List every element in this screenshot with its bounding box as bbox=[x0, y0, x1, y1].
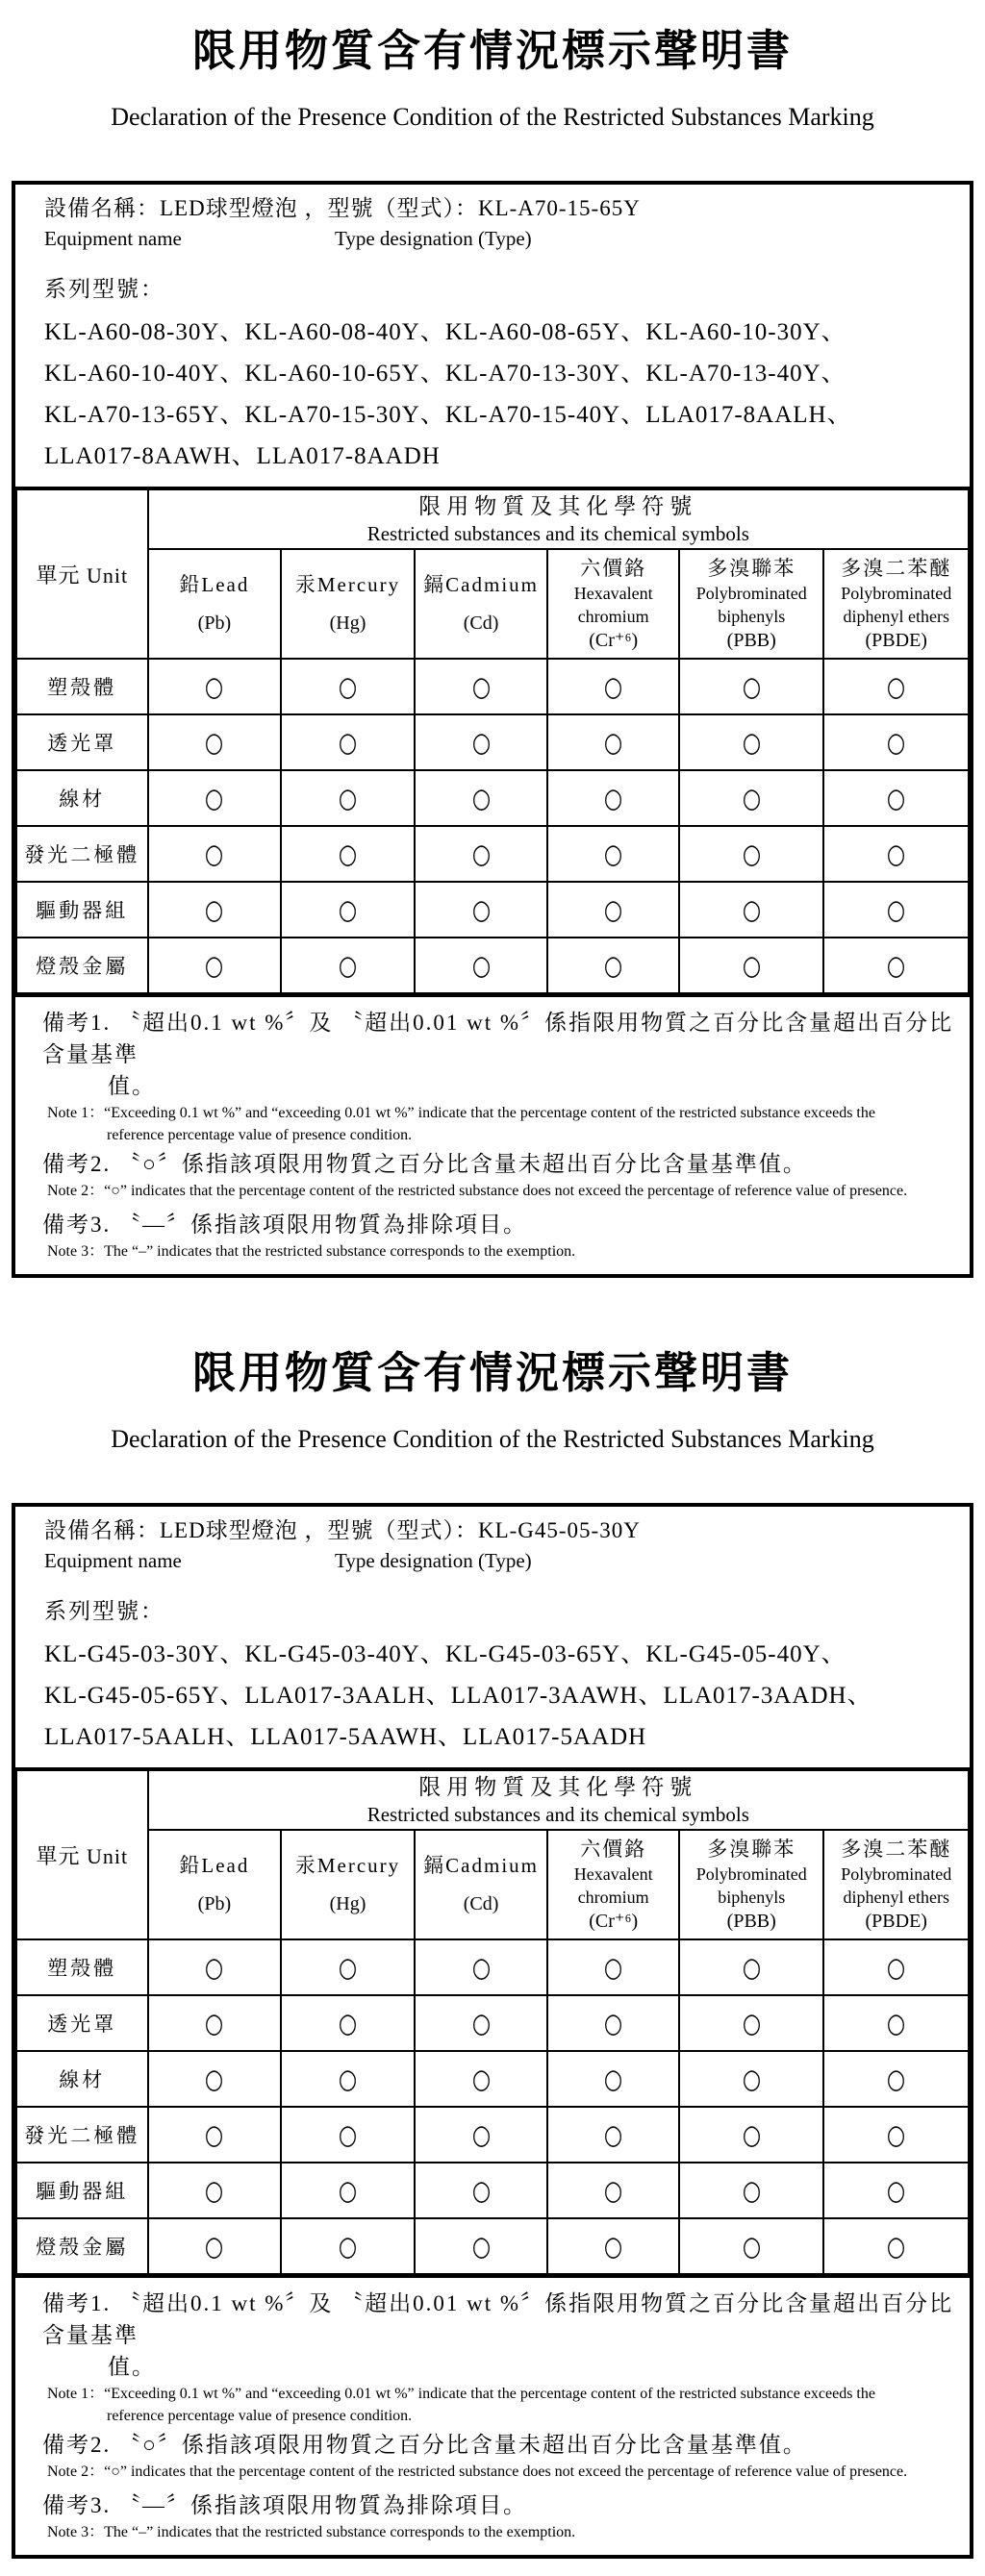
presence-circle-icon: ○ bbox=[471, 892, 491, 926]
note1-zh: 備考1. 〝超出0.1 wt %〞及 〝超出0.01 wt %〞係指限用物質之百分比含量超出百分比含量基準 bbox=[42, 2291, 954, 2347]
presence-circle-icon: ○ bbox=[471, 948, 491, 982]
table-row bbox=[16, 826, 969, 882]
column-header-lead: 鉛Lead (Pb) bbox=[148, 549, 282, 659]
note1-zh: 備考1. 〝超出0.1 wt %〞及 〝超出0.01 wt %〞係指限用物質之百分比含量超出百分比含量基準 bbox=[42, 1011, 954, 1066]
presence-cell bbox=[679, 2107, 823, 2163]
presence-circle-icon: ○ bbox=[205, 781, 224, 814]
unit-label: 驅動器組 bbox=[16, 2163, 148, 2218]
presence-cell bbox=[823, 2051, 969, 2107]
equipment-area bbox=[15, 1507, 970, 1767]
presence-circle-icon: ○ bbox=[471, 1950, 491, 1984]
presence-cell bbox=[547, 770, 679, 826]
column-header-pbde: 多溴二苯醚 Polybrominated diphenyl ethers (PBDE) bbox=[823, 1830, 969, 1939]
note3-zh: 備考3. 〝—〞係指該項限用物質為排除項目。 bbox=[42, 2493, 527, 2517]
presence-circle-icon: ○ bbox=[338, 2117, 358, 2151]
note1-en: Note 1：“Exceeding 0.1 wt %” and “exceeding 0.01 wt %” indicate that the percentage content of the restricted substance exceeds the bbox=[47, 1105, 875, 1121]
presence-cell bbox=[281, 2051, 415, 2107]
presence-circle-icon: ○ bbox=[471, 2062, 491, 2095]
table-row bbox=[16, 2163, 969, 2218]
table-row bbox=[16, 770, 969, 826]
presence-circle-icon: ○ bbox=[604, 837, 623, 870]
presence-circle-icon: ○ bbox=[471, 669, 491, 703]
presence-circle-icon: ○ bbox=[604, 2173, 623, 2207]
table-row bbox=[16, 1995, 969, 2051]
presence-circle-icon: ○ bbox=[742, 837, 761, 870]
presence-cell bbox=[823, 938, 969, 993]
presence-cell bbox=[547, 2163, 679, 2218]
group-header-en: Restricted substances and its chemical symbols bbox=[366, 1802, 749, 1826]
presence-cell bbox=[679, 714, 823, 770]
column-header-mercury: 汞Mercury (Hg) bbox=[281, 1830, 415, 1939]
note1-en-cont: reference percentage value of presence condition. bbox=[107, 1127, 413, 1143]
presence-circle-icon: ○ bbox=[887, 2006, 906, 2039]
notes-area bbox=[15, 2275, 970, 2555]
unit-label: 透光罩 bbox=[16, 1995, 148, 2051]
presence-cell bbox=[547, 938, 679, 993]
note3-zh: 備考3. 〝—〞係指該項限用物質為排除項目。 bbox=[42, 1213, 527, 1237]
presence-circle-icon: ○ bbox=[471, 2173, 491, 2207]
column-header-hexavalent-chromium: 六價鉻 Hexavalent chromium (Cr⁺⁶) bbox=[547, 549, 679, 659]
presence-cell bbox=[679, 1995, 823, 2051]
unit-label: 驅動器組 bbox=[16, 882, 148, 938]
presence-cell bbox=[148, 770, 282, 826]
presence-cell bbox=[281, 659, 415, 714]
group-header-row bbox=[16, 1769, 969, 1830]
presence-cell bbox=[148, 2218, 282, 2274]
presence-circle-icon: ○ bbox=[205, 725, 224, 759]
presence-circle-icon: ○ bbox=[471, 2117, 491, 2151]
note2-zh: 備考2. 〝○〞係指該項限用物質之百分比含量未超出百分比含量基準值。 bbox=[42, 2433, 807, 2457]
presence-cell bbox=[823, 826, 969, 882]
note3-en: Note 3：The “–” indicates that the restricted substance corresponds to the exemption. bbox=[47, 1243, 576, 1260]
presence-cell bbox=[547, 826, 679, 882]
presence-circle-icon: ○ bbox=[604, 892, 623, 926]
presence-circle-icon: ○ bbox=[205, 669, 224, 703]
unit-label: 發光二極體 bbox=[16, 2107, 148, 2163]
presence-cell bbox=[547, 1939, 679, 1995]
presence-cell bbox=[281, 770, 415, 826]
declaration-section-1 bbox=[12, 0, 973, 1278]
table-row bbox=[16, 714, 969, 770]
column-header-mercury: 汞Mercury (Hg) bbox=[281, 549, 415, 659]
presence-circle-icon: ○ bbox=[338, 948, 358, 982]
presence-cell bbox=[415, 2051, 548, 2107]
presence-cell bbox=[281, 1939, 415, 1995]
presence-cell bbox=[415, 2107, 548, 2163]
presence-circle-icon: ○ bbox=[604, 725, 623, 759]
presence-cell bbox=[823, 1939, 969, 1995]
presence-cell bbox=[823, 2163, 969, 2218]
restricted-substances-table bbox=[15, 1767, 970, 2275]
unit-label: 燈殼金屬 bbox=[16, 2218, 148, 2274]
declaration-box bbox=[12, 1503, 973, 2559]
presence-circle-icon: ○ bbox=[338, 2006, 358, 2039]
presence-cell bbox=[679, 938, 823, 993]
presence-circle-icon: ○ bbox=[887, 669, 906, 703]
presence-cell bbox=[547, 714, 679, 770]
presence-circle-icon: ○ bbox=[887, 725, 906, 759]
presence-cell bbox=[281, 2107, 415, 2163]
presence-cell bbox=[148, 659, 282, 714]
presence-circle-icon: ○ bbox=[338, 2062, 358, 2095]
presence-circle-icon: ○ bbox=[742, 2173, 761, 2207]
presence-circle-icon: ○ bbox=[604, 1950, 623, 1984]
presence-circle-icon: ○ bbox=[604, 2006, 623, 2039]
unit-label: 線材 bbox=[16, 770, 148, 826]
presence-cell bbox=[823, 1995, 969, 2051]
presence-cell bbox=[281, 2163, 415, 2218]
presence-cell bbox=[415, 714, 548, 770]
column-header-lead: 鉛Lead (Pb) bbox=[148, 1830, 282, 1939]
notes-area bbox=[15, 994, 970, 1274]
presence-circle-icon: ○ bbox=[887, 2229, 906, 2263]
presence-cell bbox=[281, 2218, 415, 2274]
note2-en: Note 2：“○” indicates that the percentage content of the restricted substance does not exceed the percentage of reference value of presence. bbox=[47, 1183, 908, 1199]
presence-circle-icon: ○ bbox=[742, 669, 761, 703]
presence-cell bbox=[148, 938, 282, 993]
presence-circle-icon: ○ bbox=[604, 669, 623, 703]
presence-circle-icon: ○ bbox=[205, 948, 224, 982]
presence-cell bbox=[148, 2051, 282, 2107]
table-row bbox=[16, 938, 969, 993]
presence-cell bbox=[547, 2218, 679, 2274]
equipment-sublabels bbox=[44, 1547, 954, 1574]
type-designation-label: Type designation (Type) bbox=[335, 227, 532, 250]
presence-cell bbox=[148, 826, 282, 882]
presence-cell bbox=[148, 2107, 282, 2163]
table-row bbox=[16, 882, 969, 938]
declaration-section-2 bbox=[12, 1322, 973, 2559]
unit-label: 透光罩 bbox=[16, 714, 148, 770]
page-title: 限用物質含有情況標示聲明書 bbox=[191, 1349, 793, 1397]
unit-label: 燈殼金屬 bbox=[16, 938, 148, 993]
column-header-pbb: 多溴聯苯 Polybrominated biphenyls (PBB) bbox=[679, 1830, 823, 1939]
presence-cell bbox=[679, 882, 823, 938]
presence-cell bbox=[823, 714, 969, 770]
note2-en: Note 2：“○” indicates that the percentage content of the restricted substance does not exceed the percentage of reference value of presence. bbox=[47, 2463, 908, 2480]
presence-circle-icon: ○ bbox=[887, 837, 906, 870]
presence-cell bbox=[547, 2051, 679, 2107]
presence-circle-icon: ○ bbox=[604, 2062, 623, 2095]
note1-zh-cont: 值。 bbox=[108, 1074, 156, 1098]
presence-cell bbox=[547, 2107, 679, 2163]
presence-cell bbox=[148, 2163, 282, 2218]
presence-circle-icon: ○ bbox=[887, 1950, 906, 1984]
presence-circle-icon: ○ bbox=[205, 1950, 224, 1984]
presence-circle-icon: ○ bbox=[471, 2229, 491, 2263]
note2-zh: 備考2. 〝○〞係指該項限用物質之百分比含量未超出百分比含量基準值。 bbox=[42, 1152, 807, 1176]
presence-cell bbox=[679, 2051, 823, 2107]
presence-cell bbox=[679, 659, 823, 714]
presence-cell bbox=[679, 826, 823, 882]
presence-circle-icon: ○ bbox=[887, 781, 906, 814]
column-header-cadmium: 鎘Cadmium (Cd) bbox=[415, 1830, 548, 1939]
unit-column-header: 單元 Unit bbox=[16, 1769, 148, 1939]
presence-circle-icon: ○ bbox=[742, 892, 761, 926]
series-model-line: KL-G45-03-30Y、KL-G45-03-40Y、KL-G45-03-65Y、KL-G45-05-40Y、 bbox=[44, 1641, 846, 1667]
presence-circle-icon: ○ bbox=[338, 669, 358, 703]
presence-cell bbox=[148, 1939, 282, 1995]
presence-circle-icon: ○ bbox=[205, 2229, 224, 2263]
presence-circle-icon: ○ bbox=[604, 948, 623, 982]
note3-en: Note 3：The “–” indicates that the restricted substance corresponds to the exemption. bbox=[47, 2524, 576, 2540]
presence-circle-icon: ○ bbox=[742, 2062, 761, 2095]
presence-cell bbox=[679, 1939, 823, 1995]
column-header-pbde: 多溴二苯醚 Polybrominated diphenyl ethers (PBDE) bbox=[823, 549, 969, 659]
presence-circle-icon: ○ bbox=[205, 892, 224, 926]
series-model-list bbox=[44, 312, 954, 477]
presence-cell bbox=[679, 2218, 823, 2274]
presence-cell bbox=[281, 826, 415, 882]
presence-circle-icon: ○ bbox=[205, 837, 224, 870]
presence-cell bbox=[415, 659, 548, 714]
presence-circle-icon: ○ bbox=[338, 781, 358, 814]
equipment-area bbox=[15, 185, 970, 487]
column-header-cadmium: 鎘Cadmium (Cd) bbox=[415, 549, 548, 659]
presence-cell bbox=[823, 659, 969, 714]
presence-cell bbox=[148, 882, 282, 938]
presence-circle-icon: ○ bbox=[604, 2229, 623, 2263]
presence-cell bbox=[547, 659, 679, 714]
table-row bbox=[16, 2107, 969, 2163]
series-model-line: KL-A60-10-40Y、KL-A60-10-65Y、KL-A70-13-30Y、KL-A70-13-40Y、 bbox=[44, 361, 846, 387]
series-model-label: 系列型號： bbox=[44, 277, 164, 301]
table-row bbox=[16, 1939, 969, 1995]
unit-column-header: 單元 Unit bbox=[16, 488, 148, 659]
presence-circle-icon: ○ bbox=[338, 2229, 358, 2263]
presence-circle-icon: ○ bbox=[887, 892, 906, 926]
presence-circle-icon: ○ bbox=[471, 837, 491, 870]
equipment-name-label: Equipment name bbox=[44, 1549, 182, 1572]
unit-label: 塑殼體 bbox=[16, 659, 148, 714]
table-row bbox=[16, 2051, 969, 2107]
presence-circle-icon: ○ bbox=[471, 781, 491, 814]
column-header-pbb: 多溴聯苯 Polybrominated biphenyls (PBB) bbox=[679, 549, 823, 659]
presence-cell bbox=[415, 1995, 548, 2051]
column-header-hexavalent-chromium: 六價鉻 Hexavalent chromium (Cr⁺⁶) bbox=[547, 1830, 679, 1939]
column-header-row bbox=[16, 1830, 969, 1939]
presence-circle-icon: ○ bbox=[338, 892, 358, 926]
substances-group-header bbox=[148, 1769, 969, 1830]
note1-en-cont: reference percentage value of presence condition. bbox=[107, 2408, 413, 2424]
presence-circle-icon: ○ bbox=[887, 948, 906, 982]
presence-cell bbox=[415, 2163, 548, 2218]
series-model-list bbox=[44, 1634, 954, 1758]
presence-circle-icon: ○ bbox=[604, 781, 623, 814]
presence-cell bbox=[679, 770, 823, 826]
group-header-zh: 限用物質及其化學符號 bbox=[418, 493, 698, 518]
equipment-line: 設備名稱：LED球型燈泡 ，型號（型式）：KL-A70-15-65Y bbox=[44, 196, 641, 220]
series-model-label: 系列型號： bbox=[44, 1599, 164, 1623]
group-header-row bbox=[16, 488, 969, 549]
equipment-line: 設備名稱：LED球型燈泡 ，型號（型式）：KL-G45-05-30Y bbox=[44, 1518, 641, 1542]
presence-circle-icon: ○ bbox=[742, 2117, 761, 2151]
presence-cell bbox=[281, 714, 415, 770]
series-model-line: LLA017-5AALH、LLA017-5AAWH、LLA017-5AADH bbox=[44, 1724, 647, 1750]
series-model-line: KL-A60-08-30Y、KL-A60-08-40Y、KL-A60-08-65Y、KL-A60-10-30Y、 bbox=[44, 319, 846, 345]
presence-circle-icon: ○ bbox=[338, 2173, 358, 2207]
presence-cell bbox=[415, 882, 548, 938]
presence-cell bbox=[281, 1995, 415, 2051]
presence-circle-icon: ○ bbox=[604, 2117, 623, 2151]
unit-label: 塑殼體 bbox=[16, 1939, 148, 1995]
page-subtitle: Declaration of the Presence Condition of the Restricted Substances Marking bbox=[111, 103, 874, 131]
presence-cell bbox=[823, 882, 969, 938]
presence-cell bbox=[547, 1995, 679, 2051]
presence-circle-icon: ○ bbox=[338, 1950, 358, 1984]
presence-circle-icon: ○ bbox=[205, 2173, 224, 2207]
note1-en: Note 1：“Exceeding 0.1 wt %” and “exceeding 0.01 wt %” indicate that the percentage content of the restricted substance exceeds the bbox=[47, 2386, 875, 2402]
series-model-line: KL-G45-05-65Y、LLA017-3AALH、LLA017-3AAWH、LLA017-3AADH、 bbox=[44, 1683, 872, 1709]
note1-zh-cont: 值。 bbox=[108, 2355, 156, 2379]
presence-cell bbox=[823, 2218, 969, 2274]
presence-cell bbox=[148, 714, 282, 770]
presence-cell bbox=[547, 882, 679, 938]
presence-circle-icon: ○ bbox=[742, 2229, 761, 2263]
page-subtitle: Declaration of the Presence Condition of the Restricted Substances Marking bbox=[111, 1425, 874, 1453]
presence-cell bbox=[415, 2218, 548, 2274]
presence-circle-icon: ○ bbox=[887, 2173, 906, 2207]
presence-cell bbox=[415, 1939, 548, 1995]
type-designation-label: Type designation (Type) bbox=[335, 1549, 532, 1572]
presence-circle-icon: ○ bbox=[338, 725, 358, 759]
presence-circle-icon: ○ bbox=[471, 2006, 491, 2039]
presence-circle-icon: ○ bbox=[205, 2117, 224, 2151]
presence-cell bbox=[823, 770, 969, 826]
table-row bbox=[16, 2218, 969, 2274]
presence-cell bbox=[281, 882, 415, 938]
restricted-substances-table bbox=[15, 487, 970, 994]
presence-circle-icon: ○ bbox=[471, 725, 491, 759]
presence-cell bbox=[148, 1995, 282, 2051]
series-model-line: LLA017-8AAWH、LLA017-8AADH bbox=[44, 443, 441, 469]
page-title: 限用物質含有情況標示聲明書 bbox=[191, 27, 793, 75]
presence-circle-icon: ○ bbox=[205, 2062, 224, 2095]
presence-circle-icon: ○ bbox=[742, 1950, 761, 1984]
presence-circle-icon: ○ bbox=[205, 2006, 224, 2039]
presence-circle-icon: ○ bbox=[887, 2117, 906, 2151]
group-header-en: Restricted substances and its chemical symbols bbox=[366, 521, 749, 545]
series-model-line: KL-A70-13-65Y、KL-A70-15-30Y、KL-A70-15-40Y、LLA017-8AALH、 bbox=[44, 402, 852, 428]
presence-circle-icon: ○ bbox=[887, 2062, 906, 2095]
column-header-row bbox=[16, 549, 969, 659]
presence-circle-icon: ○ bbox=[742, 781, 761, 814]
declaration-box bbox=[12, 181, 973, 1278]
presence-circle-icon: ○ bbox=[742, 725, 761, 759]
presence-cell bbox=[679, 2163, 823, 2218]
presence-cell bbox=[415, 826, 548, 882]
table-row bbox=[16, 659, 969, 714]
presence-circle-icon: ○ bbox=[338, 837, 358, 870]
presence-cell bbox=[415, 770, 548, 826]
presence-circle-icon: ○ bbox=[742, 948, 761, 982]
equipment-sublabels bbox=[44, 225, 954, 252]
presence-cell bbox=[281, 938, 415, 993]
presence-cell bbox=[823, 2107, 969, 2163]
group-header-zh: 限用物質及其化學符號 bbox=[418, 1774, 698, 1799]
unit-label: 線材 bbox=[16, 2051, 148, 2107]
unit-label: 發光二極體 bbox=[16, 826, 148, 882]
presence-circle-icon: ○ bbox=[742, 2006, 761, 2039]
presence-cell bbox=[415, 938, 548, 993]
equipment-name-label: Equipment name bbox=[44, 227, 182, 250]
substances-group-header bbox=[148, 488, 969, 549]
